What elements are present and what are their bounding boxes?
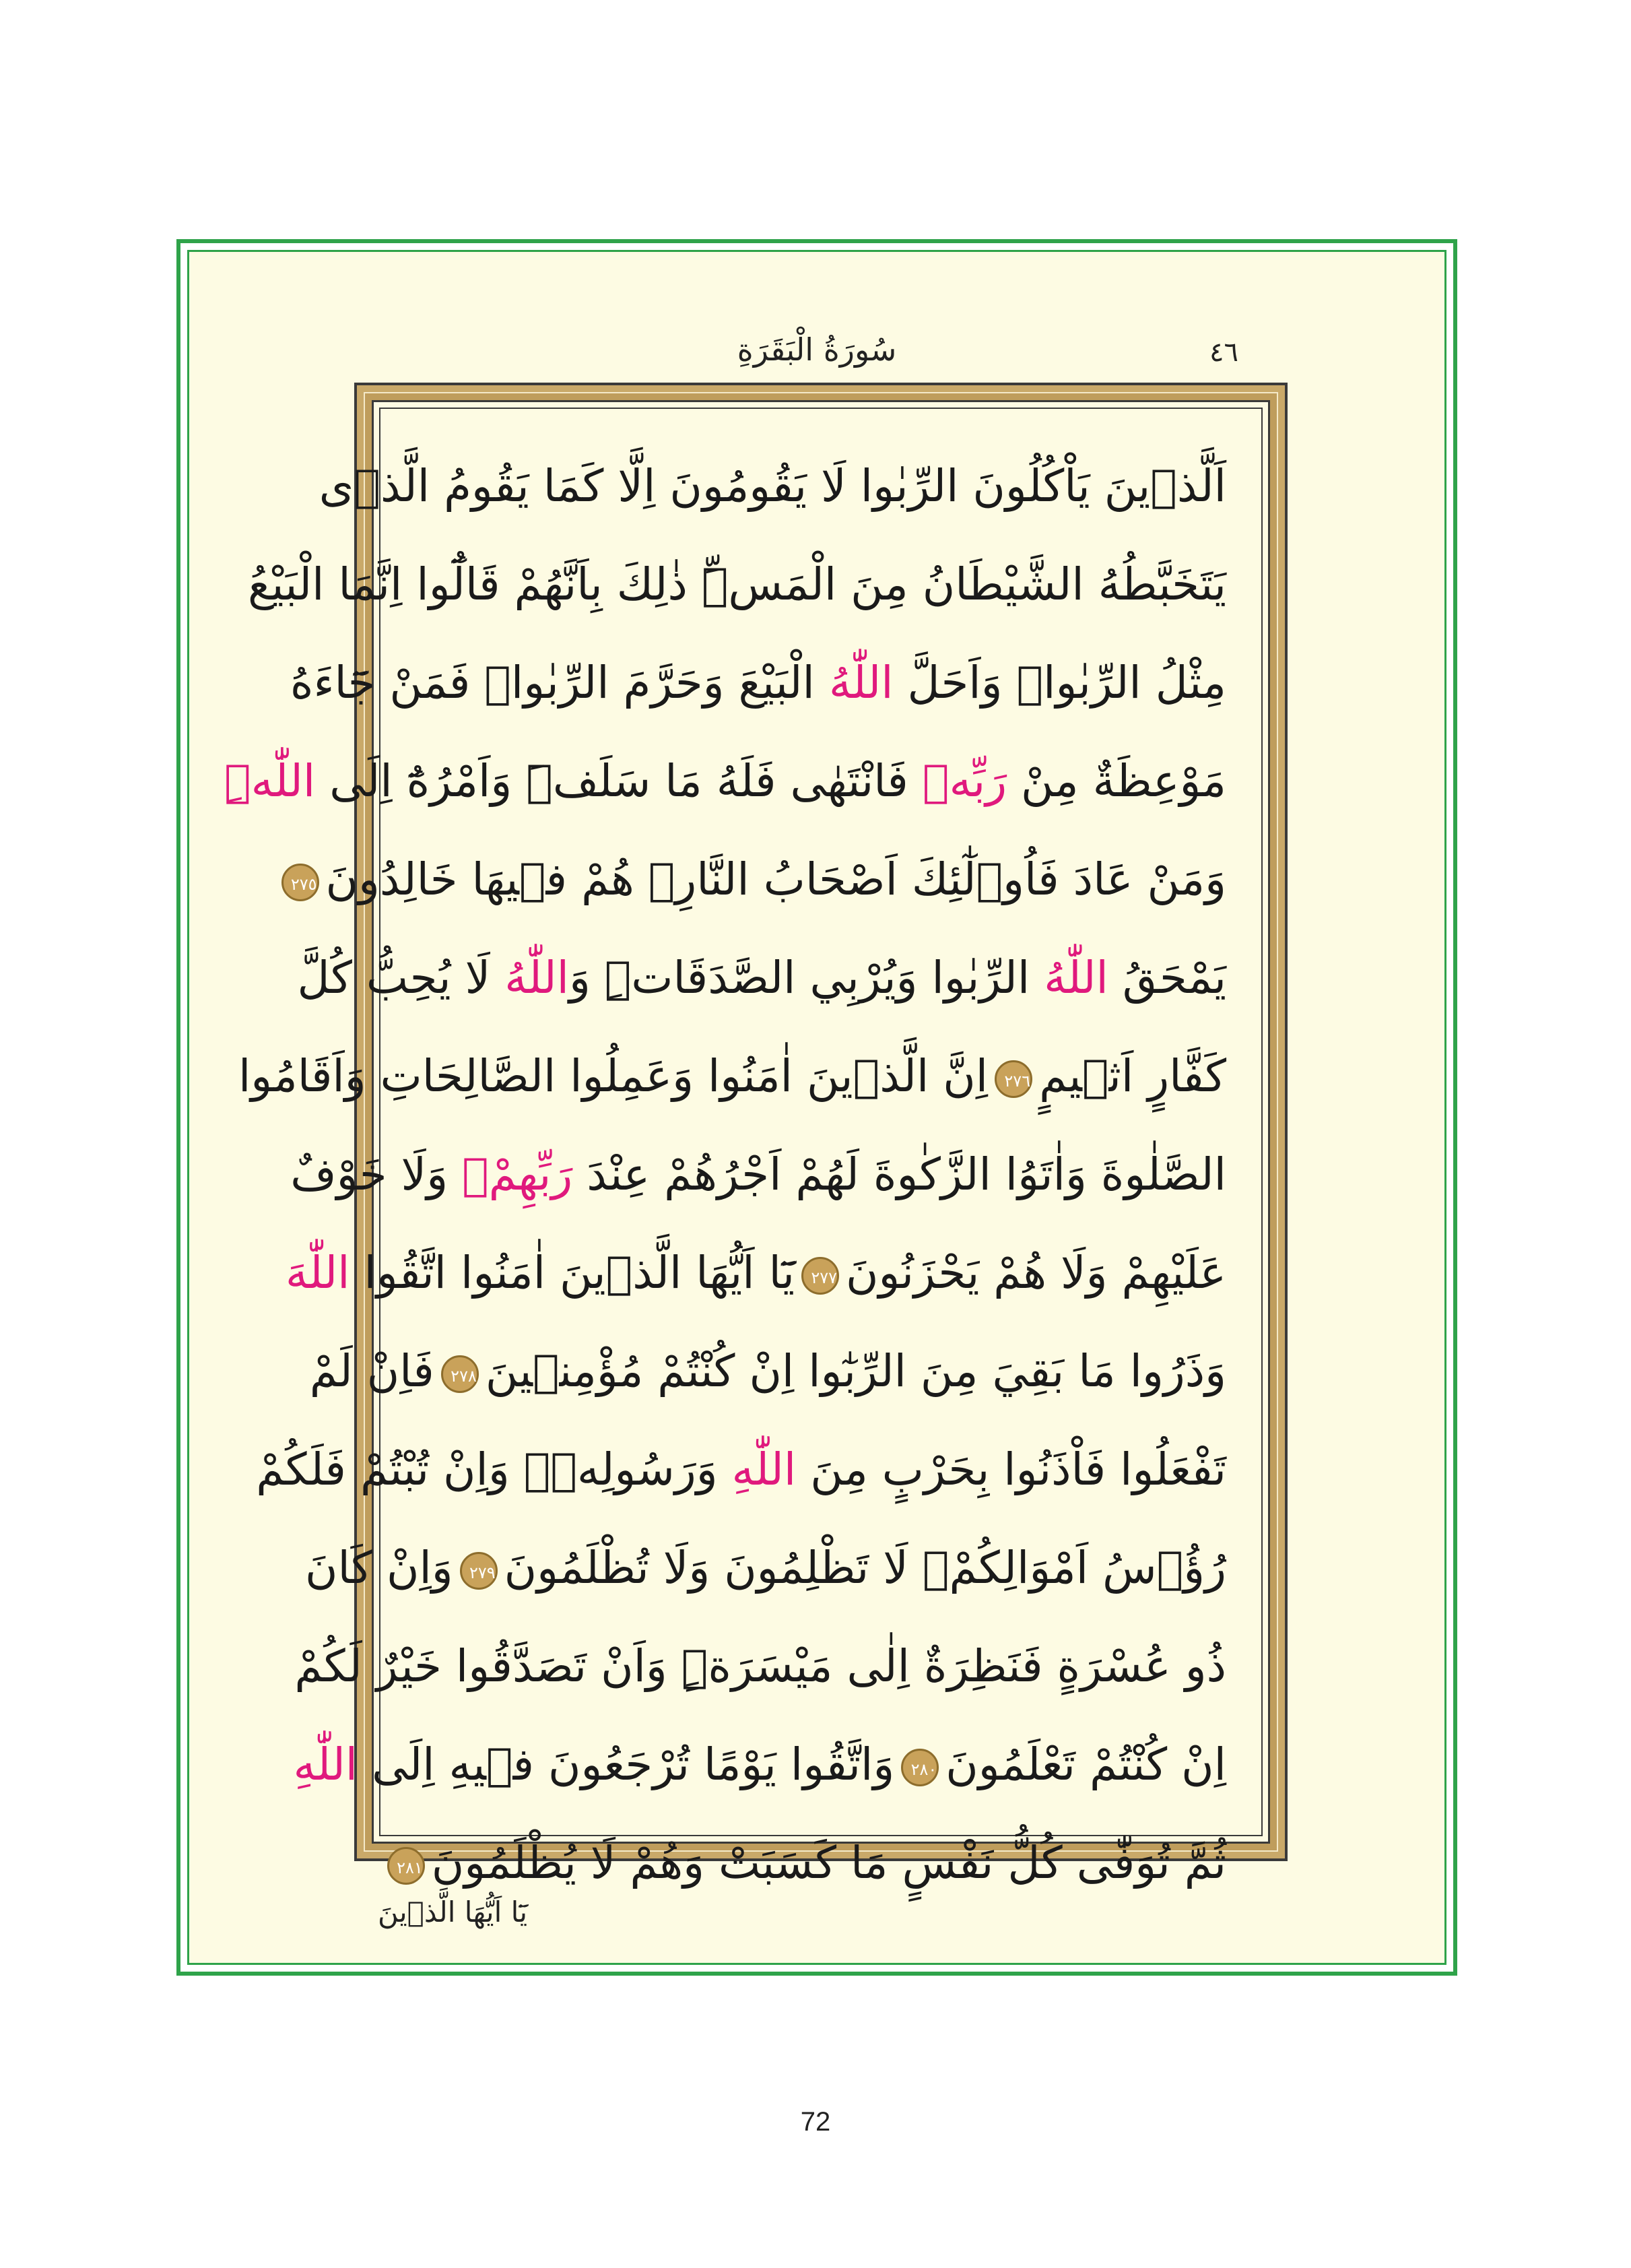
verse-line bbox=[290, 1126, 1226, 1224]
highlighted-word: رَبِّهِمْۚ bbox=[462, 1148, 573, 1200]
verse-text: فَاِنْ لَمْ bbox=[309, 1345, 434, 1397]
verse-line bbox=[285, 1224, 1226, 1322]
verse-text: عَلَيْهِمْ وَلَا هُمْ يَحْزَنُونَ bbox=[846, 1247, 1226, 1299]
catchword: يَٓا اَيُّهَا الَّذ۪ينَ bbox=[378, 1896, 528, 1929]
verse-text: وَاِنْ كَانَ bbox=[305, 1542, 453, 1594]
verse-text: يَتَخَبَّطُهُ الشَّيْطَانُ مِنَ الْمَسِّۜ ذٰلِكَ بِاَنَّهُمْ قَالُٓوا اِنَّمَا الْبَيْعُ bbox=[248, 558, 1226, 610]
verse-text: وَرَسُولِه۪ۚ وَاِنْ تُبْتُمْ فَلَكُمْ bbox=[256, 1444, 732, 1495]
page-outer-frame bbox=[176, 239, 1457, 1976]
verse-text: اِنَّ الَّذ۪ينَ اٰمَنُوا وَعَمِلُوا الصَّالِحَاتِ وَاَقَامُوا bbox=[238, 1050, 989, 1102]
highlighted-word: اللّٰهُ bbox=[504, 952, 569, 1004]
verse-text: وَذَرُوا مَا بَقِيَ مِنَ الرِّبٰٓوا اِنْ كُنْتُمْ مُؤْمِن۪ينَ bbox=[485, 1345, 1226, 1397]
verse-line bbox=[290, 831, 1226, 929]
verse-text: تَفْعَلُوا فَاْذَنُوا بِحَرْبٍ مِنَ bbox=[796, 1444, 1226, 1495]
ayah-number-marker: ٢٧٧ bbox=[801, 1257, 839, 1295]
verse-line bbox=[294, 1617, 1226, 1716]
verse-line bbox=[309, 1322, 1226, 1421]
verse-text: لَا يُحِبُّ كُلَّ bbox=[297, 952, 505, 1004]
verse-text: فَانْتَهٰى فَلَهُ مَا سَلَفَۜ وَاَمْرُهُٓ اِلَى bbox=[315, 755, 923, 807]
verse-text: الْبَيْعَ وَحَرَّمَ الرِّبٰواۜ فَمَنْ جَٓاءَهُ bbox=[290, 657, 829, 709]
verse-text: اِنْ كُنْتُمْ تَعْلَمُونَ bbox=[945, 1739, 1226, 1790]
page-number: 72 bbox=[800, 2107, 831, 2137]
verse-text: كَفَّارٍ اَث۪يمٍ bbox=[1039, 1050, 1226, 1102]
highlighted-word: اللّٰهِۜ bbox=[224, 755, 316, 807]
verse-line bbox=[305, 1519, 1226, 1617]
page-number-arabic: ٤٦ bbox=[1209, 337, 1238, 368]
ornamental-text-frame bbox=[224, 383, 1288, 1889]
verse-line bbox=[224, 732, 1226, 831]
page-inner-frame bbox=[187, 250, 1446, 1965]
verse-line bbox=[319, 437, 1226, 536]
verse-text: ذُو عُسْرَةٍ فَنَظِرَةٌ اِلٰى مَيْسَرَةٍۜ وَاَنْ تَصَدَّقُوا خَيْرٌ لَكُمْ bbox=[294, 1640, 1226, 1692]
verse-text: يَمْحَقُ bbox=[1108, 952, 1226, 1004]
ayah-number-marker: ٢٨١ bbox=[387, 1847, 425, 1885]
verse-line bbox=[238, 1027, 1226, 1126]
verse-line bbox=[256, 1421, 1226, 1519]
verse-line bbox=[248, 536, 1226, 634]
verse-text: يَٓا اَيُّهَا الَّذ۪ينَ اٰمَنُوا اتَّقُوا bbox=[350, 1247, 795, 1299]
highlighted-word: اللّٰهُ bbox=[828, 657, 894, 709]
verse-text: وَمَنْ عَادَ فَاُو۬لٰٓئِكَ اَصْحَابُ النَّارِۚ هُمْ ف۪يهَا خَالِدُونَ bbox=[325, 853, 1226, 905]
verse-line bbox=[293, 1716, 1226, 1814]
verse-text: رُؤُ۫سُ اَمْوَالِكُمْۚ لَا تَظْلِمُونَ وَلَا تُظْلَمُونَ bbox=[504, 1542, 1226, 1594]
ayah-number-marker: ٢٧٨ bbox=[441, 1355, 479, 1393]
frame-text-panel bbox=[224, 400, 1270, 1889]
verse-text: مِثْلُ الرِّبٰواۢ وَاَحَلَّ bbox=[893, 657, 1226, 709]
verse-text: وَلَا خَوْفٌ bbox=[290, 1148, 463, 1200]
highlighted-word: اللّٰهِ bbox=[731, 1444, 797, 1495]
highlighted-word: اللّٰهِ bbox=[293, 1739, 358, 1790]
highlighted-word: اللّٰهَ bbox=[285, 1247, 350, 1299]
verse-text: مَوْعِظَةٌ مِنْ bbox=[1007, 755, 1226, 807]
verse-text: ثُمَّ تُوَفّٰى كُلُّ نَفْسٍ مَا كَسَبَتْ وَهُمْ لَا يُظْلَمُونَ bbox=[431, 1837, 1226, 1889]
verse-text-area bbox=[224, 437, 1226, 1912]
ayah-number-marker: ٢٧٩ bbox=[460, 1552, 498, 1590]
verse-text: الرِّبٰوا وَيُرْبِي الصَّدَقَاتِۜ وَ bbox=[568, 952, 1044, 1004]
verse-text: اَلَّذ۪ينَ يَاْكُلُونَ الرِّبٰوا لَا يَقُومُونَ اِلَّا كَمَا يَقُومُ الَّذ۪ى bbox=[319, 460, 1226, 512]
ayah-number-marker: ٢٨٠ bbox=[901, 1749, 939, 1786]
sura-name-header: سُورَةُ الْبَقَرَةِ bbox=[737, 331, 897, 368]
verse-line bbox=[297, 929, 1226, 1027]
verse-line bbox=[397, 1814, 1226, 1912]
verse-text: الصَّلٰوةَ وَاٰتَوُا الزَّكٰوةَ لَهُمْ اَجْرُهُمْ عِنْدَ bbox=[572, 1148, 1226, 1200]
verse-text: وَاتَّقُوا يَوْمًا تُرْجَعُونَ ف۪يهِ اِلَى bbox=[358, 1739, 895, 1790]
highlighted-word: اللّٰهُ bbox=[1044, 952, 1108, 1004]
ayah-number-marker: ٢٧٥ bbox=[281, 864, 319, 901]
verse-line bbox=[290, 634, 1226, 732]
ayah-number-marker: ٢٧٦ bbox=[995, 1060, 1032, 1098]
highlighted-word: رَبِّه۪ bbox=[922, 755, 1007, 807]
